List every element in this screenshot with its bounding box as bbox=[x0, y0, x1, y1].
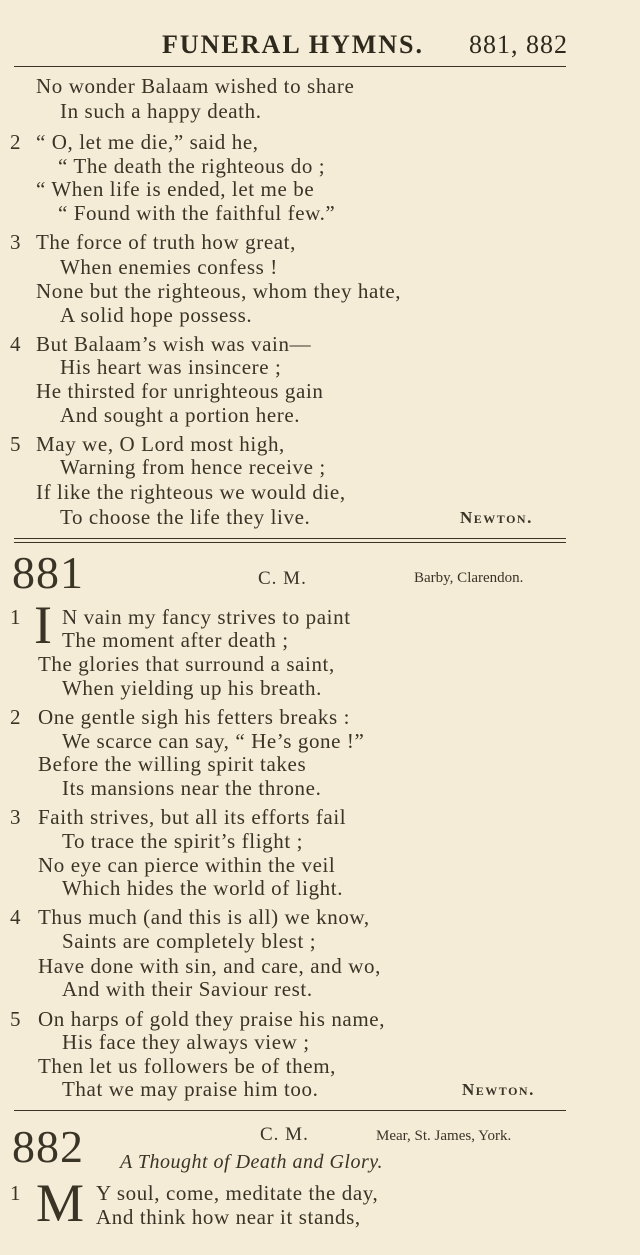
verse-line: Then let us followers be of them, bbox=[38, 1054, 336, 1078]
verse-number: 3 bbox=[10, 230, 21, 254]
verse-line: N vain my fancy strives to paint bbox=[62, 605, 351, 629]
hymn-meter: C. M. bbox=[258, 568, 307, 589]
verse-line: To choose the life they live. bbox=[60, 505, 311, 529]
author-attribution: Newton. bbox=[462, 1080, 535, 1099]
verse-number: 4 bbox=[10, 332, 21, 356]
verse-line: The force of truth how great, bbox=[36, 230, 296, 254]
hymn-number: 881 bbox=[12, 547, 84, 598]
verse-line: Before the willing spirit takes bbox=[38, 752, 307, 776]
verse-line: If like the righteous we would die, bbox=[36, 480, 346, 504]
verse-line: When enemies confess ! bbox=[60, 255, 278, 279]
verse-number: 5 bbox=[10, 432, 21, 456]
verse-line: No wonder Balaam wished to share bbox=[36, 74, 355, 98]
verse-line: “ When life is ended, let me be bbox=[36, 177, 315, 201]
hymn-number: 882 bbox=[12, 1121, 84, 1172]
verse-line: Warning from hence receive ; bbox=[60, 455, 326, 479]
verse-number: 1 bbox=[10, 1181, 21, 1205]
drop-cap: I bbox=[34, 595, 52, 655]
verse-line: To trace the spirit’s flight ; bbox=[62, 829, 304, 853]
verse-number: 2 bbox=[10, 705, 21, 729]
verse-line: The glories that surround a saint, bbox=[38, 652, 335, 676]
verse-line: Which hides the world of light. bbox=[62, 876, 344, 900]
verse-number: 5 bbox=[10, 1007, 21, 1031]
tune-names: Mear, St. James, York. bbox=[376, 1128, 512, 1144]
verse-line: Faith strives, but all its efforts fail bbox=[38, 805, 347, 829]
verse-line: The moment after death ; bbox=[62, 628, 289, 652]
verse-number: 2 bbox=[10, 130, 21, 154]
verse-line: When yielding up his breath. bbox=[62, 676, 322, 700]
verse-line: None but the righteous, whom they hate, bbox=[36, 279, 402, 303]
verse-line: “ O, let me die,” said he, bbox=[36, 130, 259, 154]
verse-line: We scarce can say, “ He’s gone !” bbox=[62, 729, 365, 753]
verse-number: 3 bbox=[10, 805, 21, 829]
author-attribution: Newton. bbox=[460, 508, 533, 527]
verse-line: Its mansions near the throne. bbox=[62, 776, 322, 800]
verse-line: And think how near it stands, bbox=[96, 1205, 361, 1229]
verse-line: But Balaam’s wish was vain— bbox=[36, 332, 312, 356]
verse-line: That we may praise him too. bbox=[62, 1077, 319, 1101]
hymn-subtitle: A Thought of Death and Glory. bbox=[120, 1151, 384, 1173]
hymn-meter: C. M. bbox=[260, 1124, 309, 1145]
header-rule bbox=[14, 66, 566, 67]
verse-line: Saints are completely blest ; bbox=[62, 929, 317, 953]
drop-cap: M bbox=[36, 1173, 85, 1233]
verse-line: A solid hope possess. bbox=[60, 303, 253, 327]
verse-line: May we, O Lord most high, bbox=[36, 432, 285, 456]
verse-line: “ Found with the faithful few.” bbox=[58, 201, 336, 225]
verse-number: 4 bbox=[10, 905, 21, 929]
running-header bbox=[150, 30, 568, 62]
hymn-separator bbox=[14, 538, 566, 543]
verse-line: “ The death the righteous do ; bbox=[58, 154, 326, 178]
verse-line: In such a happy death. bbox=[60, 99, 262, 123]
verse-line: His heart was insincere ; bbox=[60, 355, 282, 379]
verse-line: On harps of gold they praise his name, bbox=[38, 1007, 386, 1031]
verse-line: His face they always view ; bbox=[62, 1030, 310, 1054]
verse-line: Have done with sin, and care, and wo, bbox=[38, 954, 381, 978]
hymn-separator bbox=[14, 1110, 566, 1111]
verse-number: 1 bbox=[10, 605, 21, 629]
verse-line: One gentle sigh his fetters breaks : bbox=[38, 705, 351, 729]
verse-line: Y soul, come, meditate the day, bbox=[96, 1181, 379, 1205]
page-hymn-numbers: 881, 882 bbox=[469, 30, 568, 59]
verse-line: Thus much (and this is all) we know, bbox=[38, 905, 370, 929]
tune-names: Barby, Clarendon. bbox=[414, 570, 524, 586]
verse-line: And sought a portion here. bbox=[60, 403, 301, 427]
verse-line: He thirsted for unrighteous gain bbox=[36, 379, 324, 403]
verse-line: And with their Saviour rest. bbox=[62, 977, 313, 1001]
verse-line: No eye can pierce within the veil bbox=[38, 853, 336, 877]
section-title: FUNERAL HYMNS. bbox=[162, 30, 425, 59]
